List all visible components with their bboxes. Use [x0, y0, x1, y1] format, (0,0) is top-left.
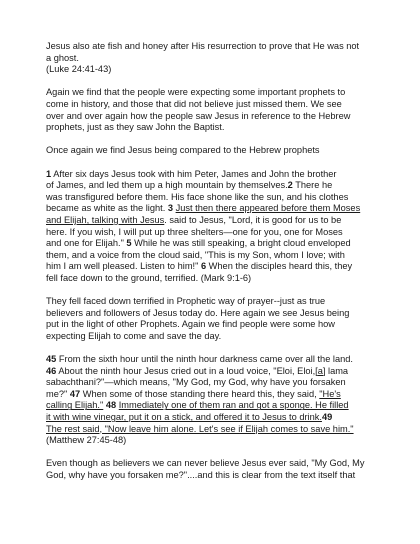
paragraph-p2 — [46, 87, 376, 133]
paragraph-p3 — [46, 145, 376, 157]
underlined-text: "He's — [319, 388, 341, 399]
text-line: Jesus also ate fish and honey after His resurrection to prove that He was not — [46, 41, 360, 51]
text-line: over and over again how the people saw Jesus in reference to the Hebrew — [46, 110, 351, 121]
text-line — [46, 400, 376, 412]
verse-number: 3 — [167, 203, 174, 214]
text-line: a ghost. — [46, 52, 79, 63]
verse-number: 49 — [321, 412, 333, 422]
paragraph-p1 — [46, 41, 376, 76]
text-run: There he — [292, 180, 333, 191]
verse-number: 2 — [287, 180, 293, 191]
text-run: became as white as the light. — [46, 203, 168, 214]
text-run: From the sixth hour until the ninth hour darkness came over all the land. — [56, 354, 353, 365]
text-line: Again we find that the people were expecting some important prophets to — [46, 87, 346, 98]
verse-number: 47 — [69, 388, 81, 399]
text-run: sabachthani?"—which means, "My God, my God, why have you forsaken — [46, 377, 346, 388]
text-line: Once again we find Jesus being compared to the Hebrew prophets — [46, 145, 320, 156]
paragraph-p7 — [46, 458, 376, 481]
underlined-text: and Elijah, talking with Jesus — [46, 214, 165, 225]
text-line: put in the light of other Prophets. Again we find people were some how — [46, 319, 335, 330]
text-run: After six days Jesus took with him Peter, James and John the brother — [51, 168, 337, 179]
text-run: me?" — [46, 388, 70, 399]
text-run: When some of those standing there heard this, they said, — [80, 388, 320, 399]
underlined-text: Just then there appeared before them Moses — [175, 203, 361, 214]
verse-number: 45 — [46, 354, 57, 365]
text-run: (Matthew 27:45-48) — [46, 435, 127, 446]
underlined-text: Immediately one of them ran and got a sponge. He filled — [118, 400, 349, 411]
verse-number: 48 — [105, 400, 117, 411]
text-line — [46, 424, 376, 436]
text-run: of James, and led them up a high mountain by themselves. — [46, 180, 288, 191]
text-line — [46, 203, 376, 215]
verse-number: 46 — [46, 365, 57, 376]
text-line: come in history, and those that did not believe just missed them. We see — [46, 98, 342, 109]
underlined-text: The rest said, "Now leave him alone. Let's see if Elijah comes to save him." — [46, 423, 354, 434]
text-line — [46, 412, 376, 424]
text-run: them, and a voice from the cloud said, "This is my Son, whom I love; with — [46, 249, 345, 260]
text-line — [46, 366, 376, 378]
text-run: him I am well pleased. Listen to him!" — [46, 261, 201, 272]
text-line: Even though as believers we can never believe Jesus ever said, "My God, My — [46, 458, 365, 469]
verse-number: 1 — [46, 168, 52, 179]
text-line — [46, 389, 376, 401]
text-run: and one for Elijah." — [46, 238, 127, 249]
text-run: here. If you wish, I will put up three shelters—one for you, one for Moses — [46, 226, 343, 237]
text-run: When the disciples heard this, they — [206, 261, 353, 272]
text-line: They fell faced down terrified in Prophetic way of prayer--just as true — [46, 296, 326, 307]
text-run: fell face down to the ground, terrified. (Mark 9:1-6) — [46, 272, 252, 283]
text-line: expecting Elijah to come and save the day. — [46, 330, 222, 341]
text-line — [46, 435, 376, 447]
text-run: About the ninth hour Jesus cried out in a loud voice, "Eloi, Eloi, — [56, 365, 316, 376]
paragraph-p6 — [46, 354, 376, 447]
text-line: (Luke 24:41-43) — [46, 64, 112, 75]
text-run: lama — [325, 365, 349, 376]
paragraph-p5 — [46, 296, 376, 342]
text-line — [46, 215, 376, 227]
verse-number: 6 — [200, 261, 207, 272]
paragraph-p4 — [46, 169, 376, 285]
text-line — [46, 192, 376, 204]
text-line: believers and followers of Jesus today do. Here again we see Jesus being — [46, 307, 350, 318]
underlined-text: it with wine vinegar, put it on a stick, and offered it to Jesus to drink. — [46, 412, 322, 422]
underlined-text: calling Elijah." — [46, 400, 104, 411]
footnote-link[interactable]: [a] — [315, 365, 326, 376]
text-run: . said to Jesus, "Lord, it is good for us to be — [164, 214, 342, 225]
text-run: While he was still speaking, a bright cloud enveloped — [131, 238, 351, 249]
text-line — [46, 250, 376, 262]
text-line — [46, 227, 376, 239]
text-line — [46, 261, 376, 273]
text-line — [46, 169, 376, 181]
text-line: God, why have you forsaken me?"....and this is clear from the text itself that — [46, 469, 356, 480]
text-line — [46, 377, 376, 389]
text-line: prophets, just as they saw John the Baptist. — [46, 122, 225, 133]
text-line — [46, 180, 376, 192]
text-run: was transfigured before them. His face shone like the sun, and his clothes — [46, 191, 349, 202]
text-line — [46, 238, 376, 250]
verse-number: 5 — [126, 238, 132, 249]
text-line — [46, 273, 376, 285]
text-line — [46, 354, 376, 366]
